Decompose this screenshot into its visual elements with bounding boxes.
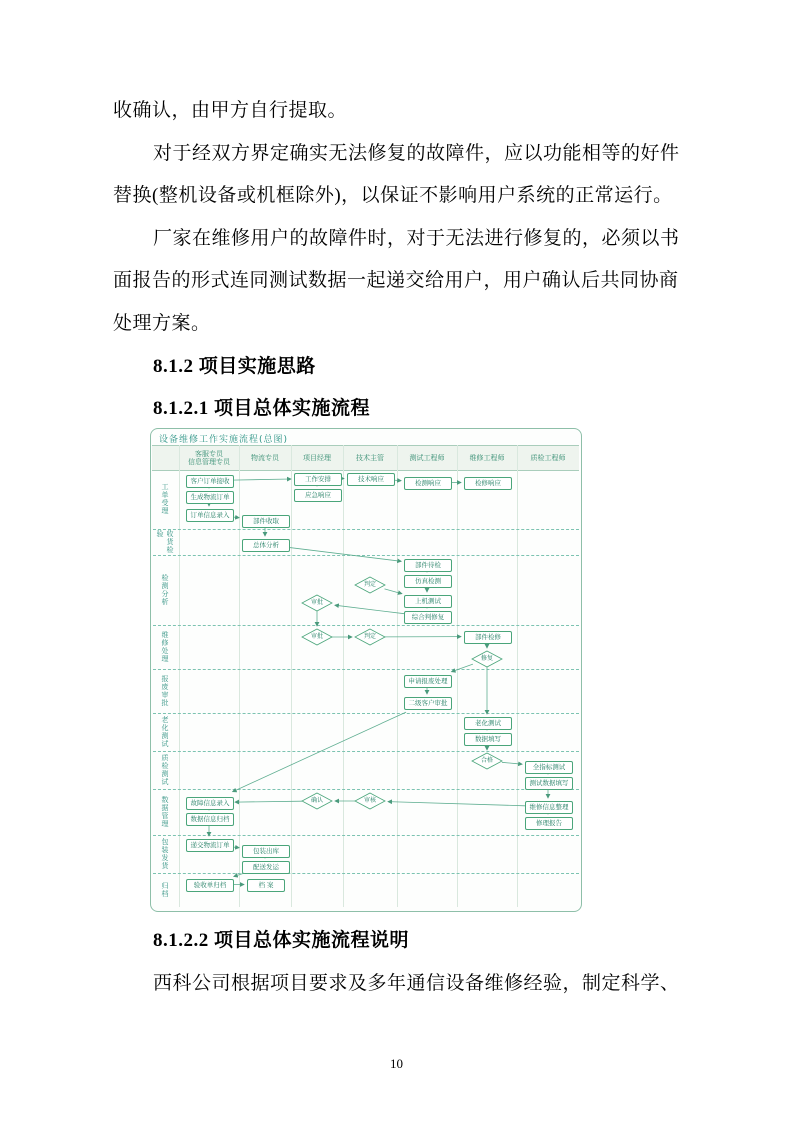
flow-step-n23: 配送发运 [242, 861, 290, 874]
flow-decision-label-d5: 判定 [363, 633, 376, 640]
flow-decision-label-d1: 审批 [310, 599, 323, 606]
lane-header-label: 客服专员 [195, 450, 223, 458]
flow-decision-label-d7: 修复 [480, 655, 493, 662]
stage-label: 归档 [161, 882, 169, 898]
stage-label: 维修处理 [161, 631, 169, 663]
flow-decision-label-d3: 确认 [310, 797, 323, 804]
flow-step-n27: 测试数据填写 [525, 777, 573, 790]
flow-step-n15: 二级客户审批 [404, 697, 452, 710]
flow-step-n16: 检修响应 [464, 477, 512, 490]
flow-step-n24: 验收单归档 [186, 879, 234, 892]
flow-step-n18b: 数据填写 [464, 733, 512, 746]
lane-header-label: 物流专员 [251, 454, 279, 462]
body-text-line: 西科公司根据项目要求及多年通信设备维修经验，制定科学、 [153, 972, 680, 994]
flow-step-n17: 部件检修 [464, 631, 512, 644]
stage-label: 检测分析 [161, 574, 169, 606]
flow-step-n18: 老化测试 [464, 717, 512, 730]
flow-step-n8: 技术响应 [347, 473, 395, 486]
flow-step-n9: 检测响应 [404, 477, 452, 490]
body-text-line: 面报告的形式连同测试数据一起递交给用户，用户确认后共同协商 [113, 270, 679, 292]
flow-step-n29: 修理报告 [525, 817, 573, 830]
lane-header-label: 测试工程师 [409, 454, 445, 462]
flowchart-title: 设备维修工作实施流程(总图) [159, 435, 289, 445]
flow-step-n12: 上机测试 [404, 595, 452, 608]
flow-step-n22: 包装出库 [242, 845, 290, 858]
lane-header-label: 项目经理 [303, 454, 331, 462]
lane-header-label: 维修工程师 [469, 454, 505, 462]
stage-label: 老化测试 [161, 716, 169, 748]
flow-step-n28: 维修信息整理 [525, 801, 573, 814]
flow-step-n21: 递交物流订单 [186, 839, 234, 852]
body-text-line: 厂家在维修用户的故障件时，对于无法进行修复的，必须以书 [153, 227, 680, 249]
flow-step-n2: 生成物流订单 [186, 491, 234, 504]
body-text-line: 对于经双方界定确实无法修复的故障件，应以功能相等的好件 [153, 142, 680, 164]
section-heading: 8.1.2 项目实施思路 [153, 355, 316, 377]
flow-decision-label-d6: 审核 [363, 797, 376, 804]
flowchart-nodes-layer [151, 429, 581, 911]
body-text-block-bottom [113, 920, 688, 1005]
flow-step-n4: 部件收取 [242, 515, 290, 528]
lane-header-label: 质检工程师 [530, 454, 566, 462]
flow-step-n7: 应急响应 [294, 489, 342, 502]
stage-label: 包装发货 [161, 838, 169, 870]
stage-label: 报废审批 [161, 675, 169, 707]
flow-step-n6: 工作安排 [294, 473, 342, 486]
flow-decision-label-d8: 合格 [480, 757, 493, 764]
flow-decision-label-d2: 审批 [310, 633, 323, 640]
stage-label: 收货检验 [156, 530, 174, 554]
flow-step-n25: 档 案 [247, 879, 285, 892]
stage-label: 数据管理 [161, 796, 169, 828]
flow-step-n26: 全指标测试 [525, 761, 573, 774]
body-text-line: 处理方案。 [113, 312, 211, 334]
section-heading: 8.1.2.2 项目总体实施流程说明 [153, 930, 410, 951]
section-heading: 8.1.2.1 项目总体实施流程 [153, 398, 371, 420]
flow-step-n3: 订单信息录入 [186, 509, 234, 522]
body-text-line: 替换(整机设备或机框除外)，以保证不影响用户系统的正常运行。 [113, 185, 673, 207]
flowchart-figure [150, 428, 582, 912]
flow-step-n1: 客户订单接收 [186, 475, 234, 488]
stage-label: 质检测试 [161, 754, 169, 786]
flow-step-n19: 故障信息录入 [186, 797, 234, 810]
flow-step-n5: 总体分析 [242, 539, 290, 552]
flow-step-n20: 数据信息归档 [186, 813, 234, 826]
flow-decision-label-d4: 判定 [363, 581, 376, 588]
body-text-line: 收确认，由甲方自行提取。 [113, 100, 348, 121]
body-text-block-top [113, 90, 688, 431]
flow-step-n13: 综合判修复 [404, 611, 452, 624]
flow-step-n11: 仿真检测 [404, 575, 452, 588]
page-number: 10 [390, 1056, 403, 1071]
stage-label: 工单受理 [161, 483, 169, 515]
lane-header-label: 技术主管 [356, 454, 384, 462]
flow-step-n10: 部件待检 [404, 559, 452, 572]
lane-header-label: 信息管理专员 [188, 458, 230, 466]
flow-step-n14: 申请报废处理 [404, 675, 452, 688]
